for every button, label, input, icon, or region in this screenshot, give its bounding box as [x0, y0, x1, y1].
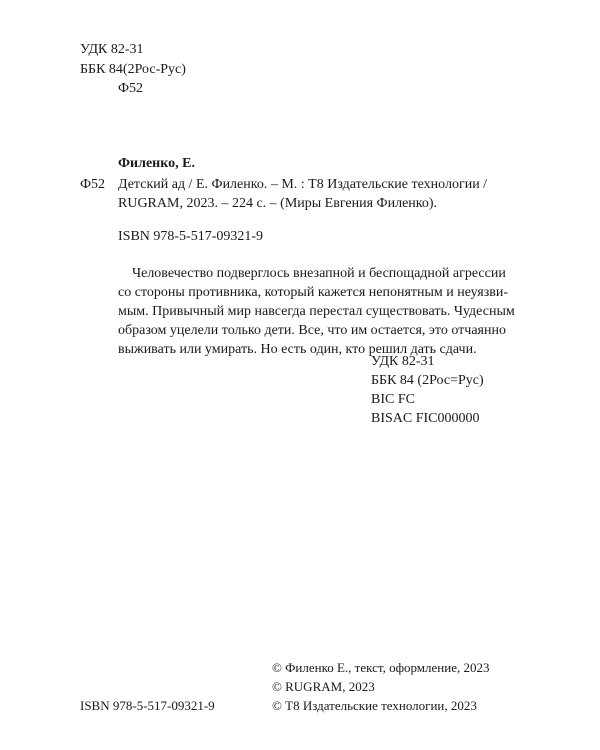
entry-author: Филенко, Е. — [118, 156, 195, 171]
entry-isbn: ISBN 978-5-517-09321-9 — [118, 229, 264, 244]
author-mark-top: Ф52 — [118, 81, 144, 96]
annotation-line: Человечество подверглось внезапной и беспощадной агрессии — [132, 266, 506, 281]
classification-block — [371, 352, 484, 428]
copyright-line: © RUGRAM, 2023 — [272, 679, 375, 694]
entry-description-line: Детский ад / Е. Филенко. – М. : Т8 Издательские технологии / — [118, 177, 488, 192]
annotation — [118, 264, 515, 359]
annotation-line: образом уцелели только дети. Все, что им остается, это отчаянно — [118, 323, 506, 338]
annotation-line: выживать или умирать. Но есть один, кто решил дать сдачи. — [118, 342, 477, 357]
entry-description — [118, 175, 487, 213]
classification-bbk: ББК 84 (2Рос=Рус) — [371, 373, 484, 388]
entry-mark: Ф52 — [80, 177, 106, 192]
bbk-top: ББК 84(2Рос-Рус) — [80, 62, 186, 77]
entry-description-line: RUGRAM, 2023. – 224 с. – (Миры Евгения Филенко). — [118, 196, 438, 211]
classification-bisac: BISAC FIC000000 — [371, 411, 480, 426]
copyright-line: © Филенко Е., текст, оформление, 2023 — [272, 660, 490, 675]
copyright-block — [272, 658, 489, 715]
annotation-line: со стороны противника, который кажется непонятным и неуязви- — [118, 285, 509, 300]
classification-bic: BIC FC — [371, 392, 415, 407]
copyright-line: © Т8 Издательские технологии, 2023 — [272, 698, 477, 713]
annotation-line: мым. Привычный мир навсегда перестал существовать. Чудесным — [118, 304, 515, 319]
classification-udk: УДК 82-31 — [371, 354, 435, 369]
footer-isbn: ISBN 978-5-517-09321-9 — [80, 698, 215, 713]
udk-top: УДК 82-31 — [80, 42, 144, 57]
